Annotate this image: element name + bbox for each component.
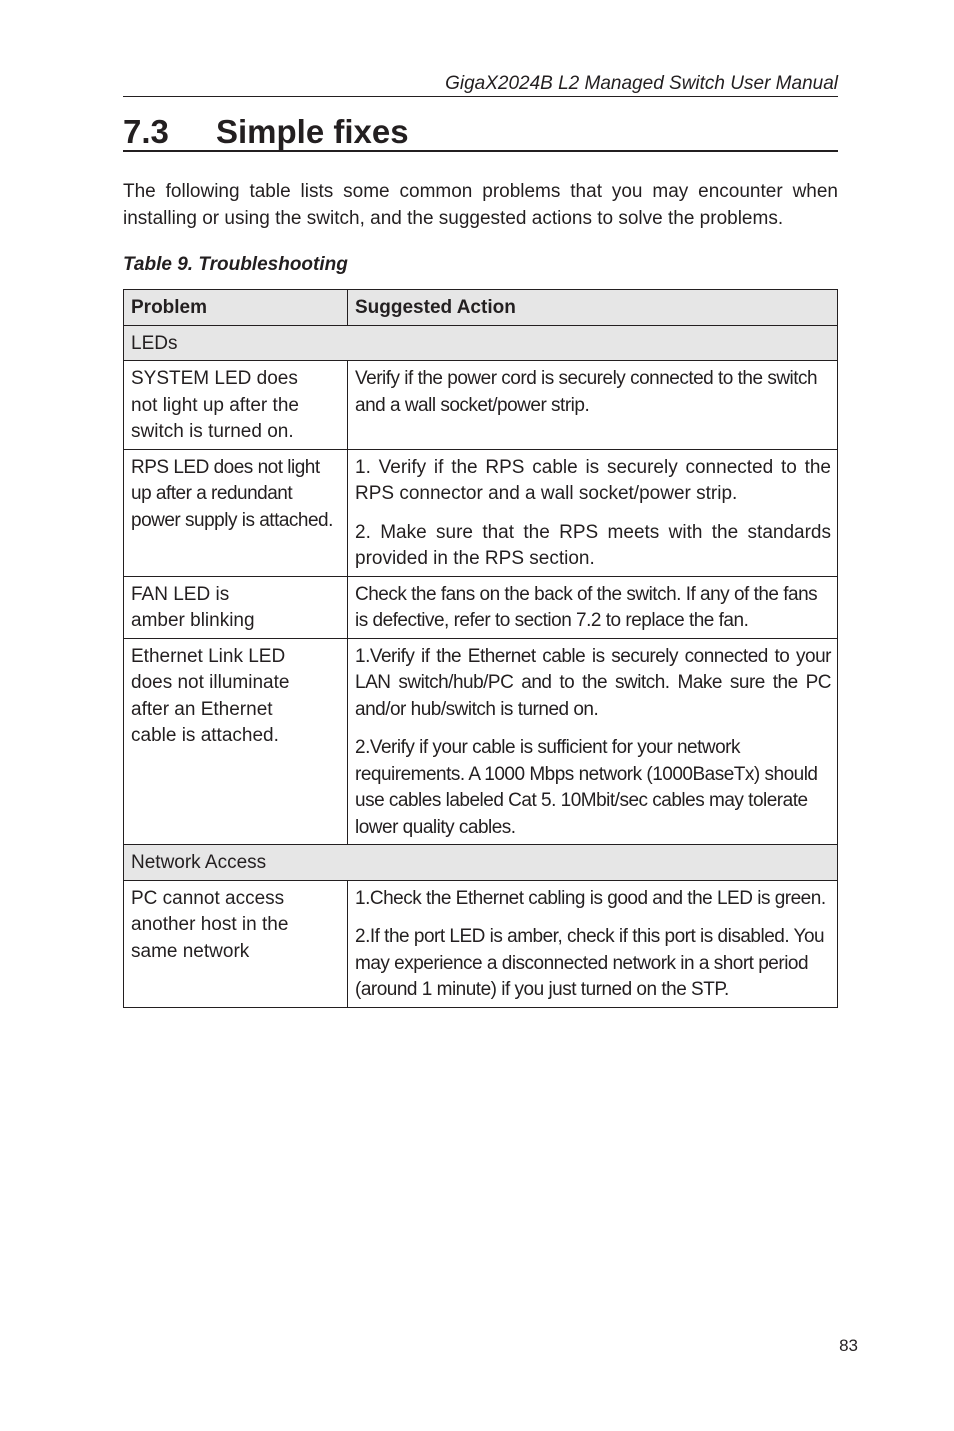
problem-line: another host in the (131, 914, 289, 935)
table-row (124, 361, 838, 450)
table-row (124, 638, 838, 845)
problem-line: not light up after the (131, 394, 299, 416)
problem-line: PC cannot access (131, 887, 285, 909)
problem-line: switch is turned on. (131, 421, 294, 442)
group-label: LEDs (124, 325, 838, 361)
problem-line: RPS LED does not light (131, 456, 320, 478)
table-row (124, 576, 838, 638)
group-row-leds (124, 325, 838, 361)
table-caption: Table 9. Troubleshooting (123, 254, 348, 275)
action-cell (348, 638, 838, 845)
action-cell (348, 880, 838, 1007)
problem-line: power supply is attached. (131, 509, 333, 531)
problem-line: Ethernet Link LED (131, 645, 286, 667)
header-rule (123, 96, 838, 97)
page-number: 83 (839, 1336, 858, 1355)
table-header-row (124, 290, 838, 326)
problem-cell (124, 880, 348, 1007)
problem-line: amber blinking (131, 610, 255, 631)
column-header-action: Suggested Action (348, 290, 838, 326)
group-label: Network Access (124, 845, 838, 881)
problem-cell (124, 361, 348, 450)
action-cell (348, 449, 838, 576)
action-paragraph: 2.If the port LED is amber, check if this port is disabled. You may experience a disconnected network in a short period (around 1 minute) if you just turned on the STP. (355, 926, 825, 1000)
problem-line: does not illuminate (131, 672, 290, 693)
column-header-problem: Problem (124, 290, 348, 326)
running-header: GigaX2024B L2 Managed Switch User Manual (445, 73, 838, 94)
problem-cell (124, 576, 348, 638)
table-row (124, 449, 838, 576)
problem-line: after an Ethernet (131, 698, 273, 720)
action-cell (348, 576, 838, 638)
problem-line: up after a redundant (131, 483, 293, 504)
action-paragraph: 2.Verify if your cable is sufficient for your network requirements. A 1000 Mbps network (1000BaseTx) should use cables labeled Cat 5. 10Mbit/sec cables may tolerate lower quality cables. (355, 737, 818, 838)
intro-paragraph: The following table lists some common problems that you may encounter when installing or using the switch, and the suggested actions to solve the problems. (123, 181, 838, 229)
problem-line: SYSTEM LED does (131, 368, 298, 389)
group-row-network-access (124, 845, 838, 881)
section-title: Simple fixes (216, 113, 409, 150)
table-row (124, 880, 838, 1007)
section-number: 7.3 (123, 113, 169, 150)
action-paragraph: 1.Verify if the Ethernet cable is securely connected to your LAN switch/hub/PC and to the switch. Make sure the PC and/or hub/switch is turned on. (355, 645, 831, 720)
problem-line: cable is attached. (131, 725, 279, 746)
problem-line: same network (131, 940, 250, 962)
action-paragraph: 2. Make sure that the RPS meets with the standards provided in the RPS section. (355, 521, 831, 569)
problem-line: FAN LED is (131, 583, 230, 605)
action-paragraph: Verify if the power cord is securely connected to the switch and a wall socket/power strip. (355, 368, 818, 416)
action-paragraph: 1. Verify if the RPS cable is securely connected to the RPS connector and a wall socket/power strip. (355, 456, 831, 504)
action-paragraph: Check the fans on the back of the switch. If any of the fans is defective, refer to section 7.2 to replace the fan. (355, 583, 818, 631)
troubleshooting-table (123, 289, 838, 1008)
problem-cell (124, 449, 348, 576)
action-paragraph: 1.Check the Ethernet cabling is good and the LED is green. (355, 887, 826, 909)
problem-cell (124, 638, 348, 845)
section-heading (123, 112, 838, 152)
action-cell (348, 361, 838, 450)
